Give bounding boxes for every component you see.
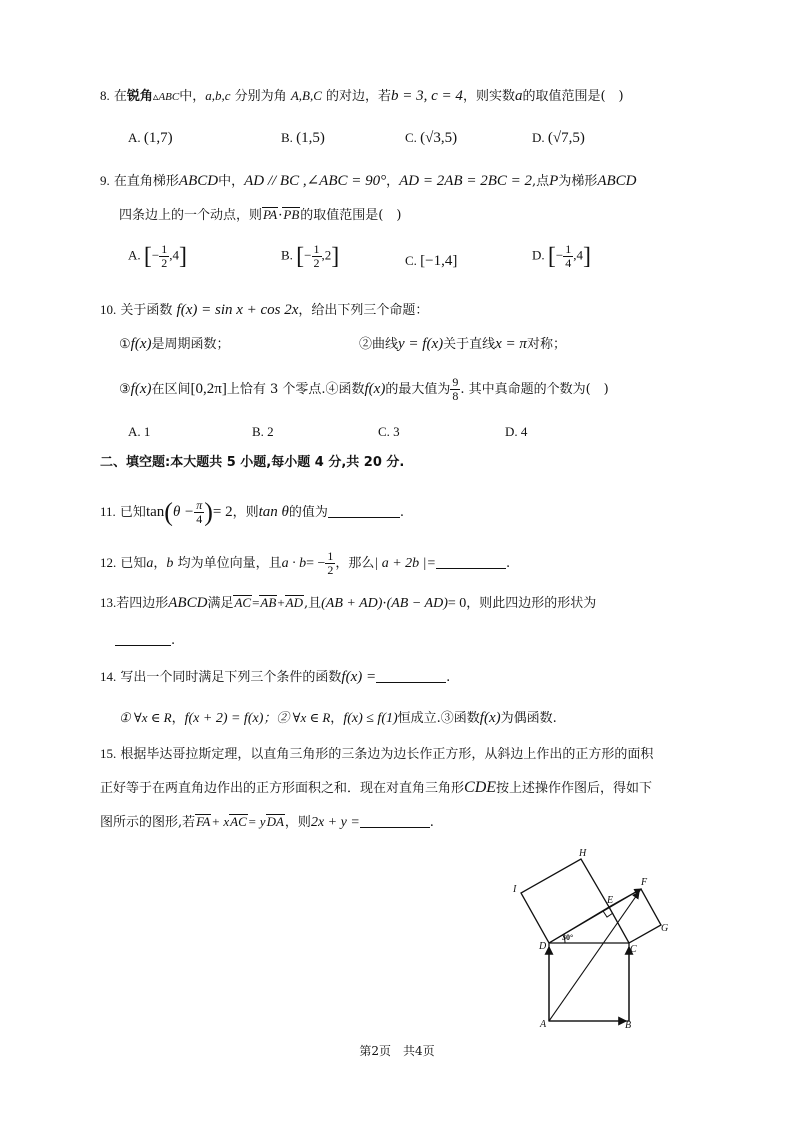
label-I: I	[513, 884, 517, 895]
q9-option-a: A. [− $\frac{1}{2}$ ,4]	[128, 242, 187, 270]
question-14: 14. 写出一个同时满足下列三个条件的函数f(x) = .	[100, 669, 451, 685]
page-footer: 第2页 共4页	[359, 1044, 435, 1058]
question-15-line2: 正好等于在两直角边作出的正方形面积之和．现在对直角三角形CDE按上述操作作图后，得如下	[100, 779, 653, 796]
question-10: 10. 关于函数 f(x) = sin x + cos 2x，给出下列三个命题：	[100, 302, 429, 318]
question-15-line3: 图所示的图形,若FA+ xAC= yDA，则2x + y = .	[100, 814, 434, 830]
answer-blank-12[interactable]	[436, 554, 506, 569]
q10-option-a: A. 1	[128, 424, 151, 439]
q10-option-d: D. 4	[505, 424, 528, 439]
question-13-line2: .	[115, 631, 175, 651]
label-D: D	[539, 941, 547, 952]
q8-option-d: D. (√7,5)	[532, 130, 585, 146]
question-15-line1: 15. 根据毕达哥拉斯定理，以直角三角形的三条边为边长作正方形，从斜边上作出的正方形的面积	[100, 746, 654, 762]
question-12: 12. 已知a，b 均为单位向量，且a · b= − $\frac{1}{2}$ ，那么| a + 2b |= .	[100, 549, 511, 577]
q14-conditions: ① ∀x ∈ R，f(x + 2) = f(x)；② ∀x ∈ R，f(x) ≤ f(1)恒成立.③函数f(x)为偶函数.	[119, 710, 557, 726]
question-8: 8. 在锐角▵ABC中，a,b,c 分别为角 A,B,C 的对边，若b = 3, c = 4，则实数a的取值范围是( )	[100, 88, 624, 104]
q8-option-b: B. (1,5)	[281, 130, 325, 146]
q8-option-c: C. (√3,5)	[405, 130, 458, 146]
q9-option-d: D. [− $\frac{1}{4}$ ,4]	[532, 242, 591, 270]
label-angle-30: 30°	[562, 933, 574, 942]
label-C: C	[630, 944, 637, 955]
square-ABCD	[549, 943, 629, 1021]
answer-blank-14[interactable]	[376, 668, 446, 683]
q9-option-c: C. [−1,4]	[405, 253, 458, 269]
q10-proposition-3-4: ③f(x)在区间[0,2π]上恰有 3 个零点.④函数f(x)的最大值为 $\frac{9}{8}$ . 其中真命题的个数为( )	[119, 375, 609, 403]
label-G: G	[661, 923, 669, 934]
label-B: B	[625, 1020, 632, 1031]
q10-option-c: C. 3	[378, 424, 400, 439]
question-9-line1: 9. 在直角梯形ABCD中，AD // BC ,∠ABC = 90°，AD = 2AB = 2BC = 2,点P为梯形ABCD	[100, 173, 637, 189]
question-9-line2: 四条边上的一个动点，则PA·PB的取值范围是( )	[119, 207, 402, 223]
q8-option-a: A. (1,7)	[128, 130, 173, 146]
label-A: A	[540, 1019, 547, 1030]
q9-option-b: B. [− $\frac{1}{2}$ ,2]	[281, 242, 340, 270]
answer-blank-15[interactable]	[360, 813, 430, 828]
label-E: E	[607, 895, 614, 906]
question-13: 13.若四边形ABCD满足AC=AB+AD,且(AB + AD)·(AB − AD)= 0，则此四边形的形状为	[100, 595, 597, 611]
label-F: F	[641, 877, 648, 888]
q10-proposition-1: ①f(x)是周期函数；	[119, 336, 230, 352]
vector-AF	[549, 892, 639, 1021]
q10-proposition-2: ②曲线y = f(x)关于直线x = π对称；	[359, 336, 566, 352]
question-11: 11. 已知tan(θ − $\frac{\pi}{4}$ )= 2，则tan θ的值为 .	[100, 497, 405, 527]
q10-option-b: B. 2	[252, 424, 274, 439]
pythagoras-figure	[505, 845, 705, 1035]
answer-blank-13[interactable]	[115, 631, 171, 646]
square-DE	[521, 859, 609, 943]
answer-blank-11[interactable]	[328, 503, 400, 518]
section-heading-fill-in: 二、填空题:本大题共 5 小题,每小题 4 分,共 20 分.	[100, 455, 405, 470]
label-H: H	[579, 848, 587, 859]
